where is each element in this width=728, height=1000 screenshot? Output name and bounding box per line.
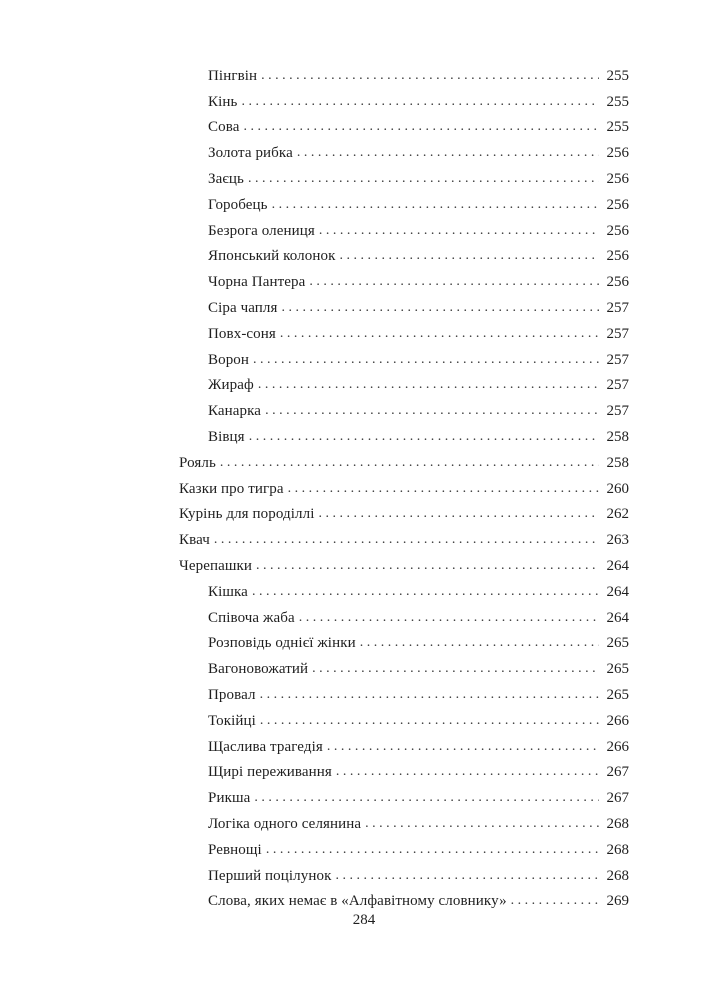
toc-subentry	[179, 215, 629, 241]
toc-entry-page: 256	[599, 143, 629, 163]
toc-subentry	[179, 60, 629, 86]
toc-entry-page: 265	[599, 633, 629, 653]
toc-entry-page: 264	[599, 582, 629, 602]
toc-subentry	[179, 189, 629, 215]
toc-entry	[179, 524, 629, 550]
dot-leader	[312, 659, 599, 679]
toc-entry-page: 256	[599, 272, 629, 292]
toc-subentry	[179, 705, 629, 731]
toc-entry-page: 267	[599, 762, 629, 782]
toc-entry-title: Квач	[179, 530, 214, 550]
toc-entry-title: Безрога олениця	[208, 221, 319, 241]
toc-entry-page: 263	[599, 530, 629, 550]
toc-entry-page: 265	[599, 685, 629, 705]
toc-entry-title: Слова, яких немає в «Алфавітному словнику»	[208, 891, 511, 911]
dot-leader	[309, 272, 599, 292]
toc-entry-page: 260	[599, 479, 629, 499]
toc-entry-page: 257	[599, 375, 629, 395]
toc-subentry	[179, 679, 629, 705]
dot-leader	[249, 427, 599, 447]
dot-leader	[282, 298, 600, 318]
toc-entry-title: Сова	[208, 117, 243, 137]
dot-leader	[327, 737, 599, 757]
dot-leader	[241, 92, 599, 112]
toc-entry-page: 268	[599, 866, 629, 886]
dot-leader	[319, 221, 599, 241]
toc-entry-title: Горобець	[208, 195, 272, 215]
toc-subentry	[179, 886, 629, 912]
dot-leader	[248, 169, 599, 189]
toc-entry-title: Провал	[208, 685, 260, 705]
toc-subentry	[179, 782, 629, 808]
toc-entry-page: 264	[599, 608, 629, 628]
toc-entry-title: Чорна Пантера	[208, 272, 309, 292]
toc-entry-page: 257	[599, 401, 629, 421]
toc-entry-page: 257	[599, 350, 629, 370]
toc-entry-title: Розповідь однієї жінки	[208, 633, 360, 653]
toc-subentry	[179, 628, 629, 654]
toc-entry-page: 256	[599, 246, 629, 266]
dot-leader	[288, 479, 599, 499]
toc-subentry	[179, 292, 629, 318]
toc-subentry	[179, 112, 629, 138]
dot-leader	[252, 582, 599, 602]
toc-entry-page: 258	[599, 427, 629, 447]
toc-entry-title: Щаслива трагедія	[208, 737, 327, 757]
toc-subentry	[179, 602, 629, 628]
toc-entry-title: Курінь для породіллі	[179, 504, 318, 524]
toc-subentry	[179, 834, 629, 860]
toc-entry-page: 256	[599, 221, 629, 241]
toc-entry	[179, 499, 629, 525]
toc-entry-page: 268	[599, 840, 629, 860]
dot-leader	[260, 685, 599, 705]
toc-entry-title: Рояль	[179, 453, 220, 473]
dot-leader	[336, 762, 599, 782]
dot-leader	[243, 117, 599, 137]
toc-subentry	[179, 395, 629, 421]
toc-entry-page: 267	[599, 788, 629, 808]
dot-leader	[511, 891, 599, 911]
toc-entry-title: Пінгвін	[208, 66, 261, 86]
toc-entry	[179, 550, 629, 576]
toc-entry-title: Логіка одного селянина	[208, 814, 365, 834]
toc-entry-page: 255	[599, 66, 629, 86]
toc-entry-page: 255	[599, 92, 629, 112]
toc-entry-title: Сіра чапля	[208, 298, 282, 318]
toc-subentry	[179, 241, 629, 267]
toc-entry-page: 256	[599, 169, 629, 189]
toc-entry-title: Ревнощі	[208, 840, 266, 860]
toc-entry-title: Черепашки	[179, 556, 256, 576]
toc-subentry	[179, 731, 629, 757]
toc-entry-page: 268	[599, 814, 629, 834]
dot-leader	[256, 556, 599, 576]
dot-leader	[335, 866, 599, 886]
dot-leader	[360, 633, 599, 653]
dot-leader	[318, 504, 599, 524]
toc-subentry	[179, 860, 629, 886]
toc-entry-title: Перший поцілунок	[208, 866, 335, 886]
toc-entry-title: Золота рибка	[208, 143, 297, 163]
toc-entry-title: Повх-соня	[208, 324, 280, 344]
toc-subentry	[179, 318, 629, 344]
toc-entry-page: 264	[599, 556, 629, 576]
dot-leader	[214, 530, 599, 550]
toc-entry	[179, 473, 629, 499]
dot-leader	[260, 711, 599, 731]
toc-entry-page: 258	[599, 453, 629, 473]
toc-entry-title: Казки про тигра	[179, 479, 288, 499]
toc-subentry	[179, 576, 629, 602]
toc-entry-page: 256	[599, 195, 629, 215]
table-of-contents	[179, 60, 629, 911]
toc-subentry	[179, 370, 629, 396]
toc-entry-title: Співоча жаба	[208, 608, 299, 628]
toc-entry-title: Ворон	[208, 350, 253, 370]
dot-leader	[339, 246, 599, 266]
toc-subentry	[179, 344, 629, 370]
dot-leader	[254, 788, 599, 808]
toc-entry-title: Кінь	[208, 92, 241, 112]
dot-leader	[253, 350, 599, 370]
toc-entry-page: 266	[599, 737, 629, 757]
toc-entry-page: 255	[599, 117, 629, 137]
toc-entry-title: Заєць	[208, 169, 248, 189]
toc-subentry	[179, 137, 629, 163]
toc-entry-title: Вагоновожатий	[208, 659, 312, 679]
toc-entry-title: Рикша	[208, 788, 254, 808]
dot-leader	[261, 66, 599, 86]
toc-entry	[179, 447, 629, 473]
toc-entry-title: Токійці	[208, 711, 260, 731]
dot-leader	[280, 324, 599, 344]
toc-subentry	[179, 808, 629, 834]
toc-entry-page: 262	[599, 504, 629, 524]
toc-subentry	[179, 421, 629, 447]
dot-leader	[272, 195, 599, 215]
toc-entry-title: Японський колонок	[208, 246, 339, 266]
dot-leader	[297, 143, 599, 163]
toc-entry-title: Вівця	[208, 427, 249, 447]
toc-subentry	[179, 757, 629, 783]
toc-entry-title: Жираф	[208, 375, 258, 395]
toc-entry-page: 265	[599, 659, 629, 679]
dot-leader	[365, 814, 599, 834]
dot-leader	[266, 840, 599, 860]
dot-leader	[258, 375, 599, 395]
toc-entry-title: Канарка	[208, 401, 265, 421]
toc-subentry	[179, 653, 629, 679]
toc-entry-page: 269	[599, 891, 629, 911]
toc-entry-page: 257	[599, 298, 629, 318]
toc-subentry	[179, 163, 629, 189]
dot-leader	[220, 453, 599, 473]
dot-leader	[299, 608, 599, 628]
toc-subentry	[179, 86, 629, 112]
toc-entry-title: Щирі переживання	[208, 762, 336, 782]
page-number: 284	[352, 912, 376, 928]
dot-leader	[265, 401, 599, 421]
toc-entry-page: 257	[599, 324, 629, 344]
toc-entry-page: 266	[599, 711, 629, 731]
toc-subentry	[179, 266, 629, 292]
toc-entry-title: Кішка	[208, 582, 252, 602]
